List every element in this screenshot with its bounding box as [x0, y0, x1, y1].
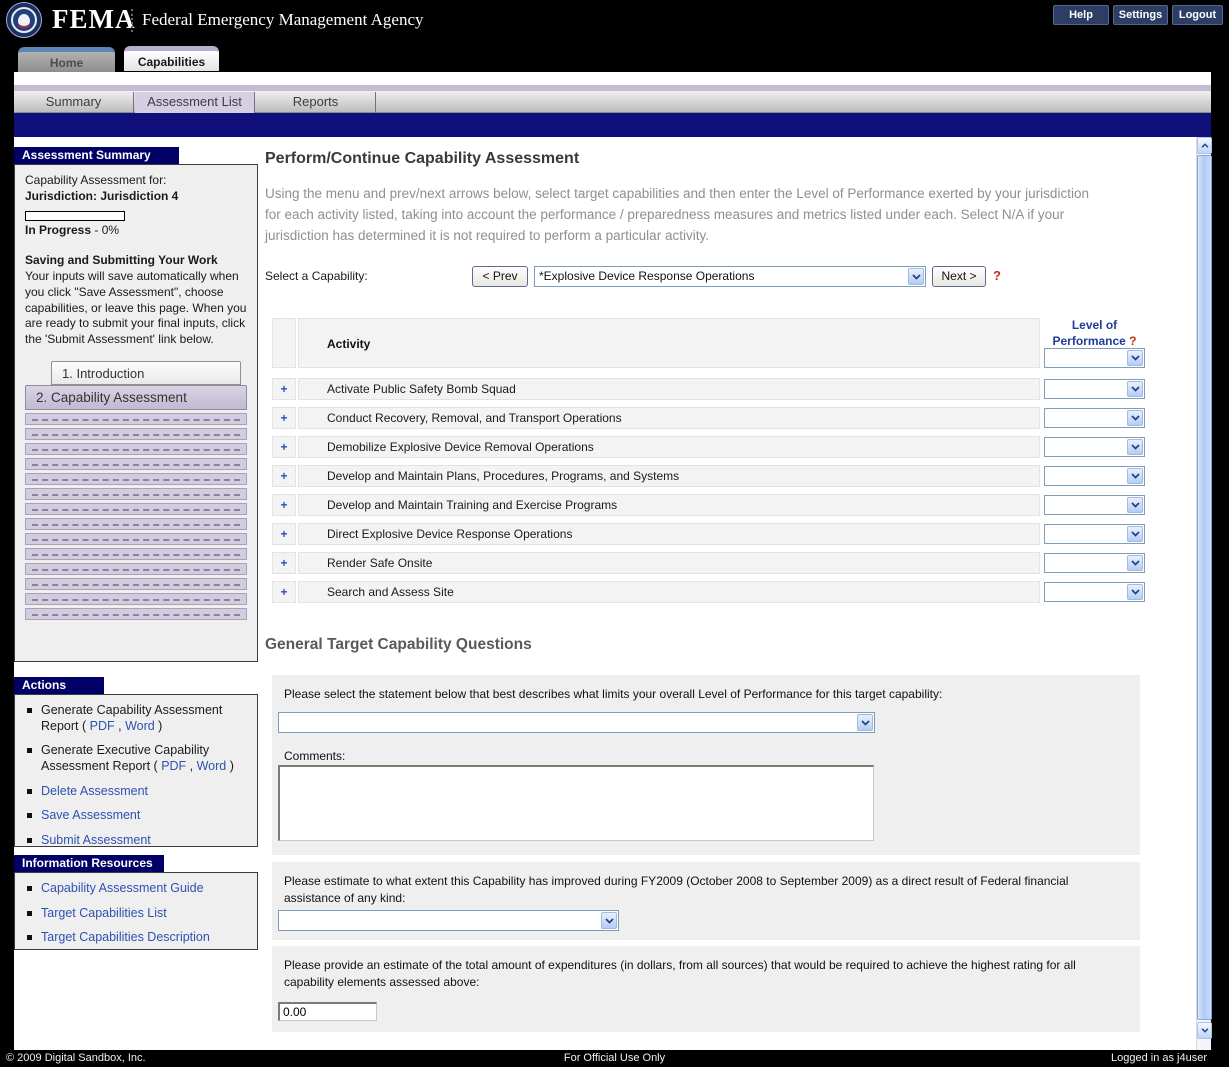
step-capability-assessment[interactable]: 2. Capability Assessment: [25, 385, 247, 410]
step-introduction[interactable]: 1. Introduction: [51, 361, 241, 385]
level-of-performance-select[interactable]: [1044, 466, 1145, 486]
page-title: Perform/Continue Capability Assessment: [265, 150, 580, 167]
resource-item: [25, 881, 247, 897]
clipped-step-item[interactable]: [25, 473, 247, 485]
copyright-text: © 2009 Digital Sandbox, Inc.: [6, 1052, 146, 1064]
information-resources-header: Information Resources: [14, 855, 164, 872]
expand-plus-icon[interactable]: +: [272, 523, 296, 545]
tab-capabilities[interactable]: Capabilities: [124, 46, 219, 71]
limiting-statement-select[interactable]: [278, 712, 875, 733]
app-header: [0, 0, 1229, 72]
subnav-item-reports[interactable]: Reports: [256, 92, 376, 113]
expand-column-header: [272, 318, 296, 368]
chevron-down-icon: [1127, 497, 1143, 513]
page-body: [14, 72, 1211, 1050]
clipped-step-item[interactable]: [25, 428, 247, 440]
level-of-performance-select[interactable]: [1044, 408, 1145, 428]
delete-assessment-link[interactable]: Delete Assessment: [41, 783, 148, 798]
chevron-down-icon: [1127, 468, 1143, 484]
clipped-step-item[interactable]: [25, 518, 247, 530]
level-of-performance-select[interactable]: [1044, 437, 1145, 457]
saving-text: Your inputs will save automatically when you click "Save Assessment", choose capabilities, or leave this page. When you are ready to submit your final inputs, click the 'Submit Assessment' link below.: [25, 269, 247, 346]
scrollbar-thumb[interactable]: [1197, 155, 1212, 1020]
table-row: [272, 465, 1145, 494]
table-row: [272, 407, 1145, 436]
comments-label: Comments:: [284, 749, 346, 763]
lop-header-select[interactable]: [1044, 348, 1145, 368]
question-1-text: Please select the statement below that best describes what limits your overall Level of Performance for this target capability:: [284, 687, 943, 701]
scroll-down-icon[interactable]: [1197, 1022, 1212, 1039]
resource-item: [25, 930, 247, 946]
brand-fema: FEMA: [52, 4, 136, 34]
level-of-performance-select[interactable]: [1044, 495, 1145, 515]
chevron-down-icon: [908, 268, 924, 285]
saving-title: Saving and Submitting Your Work: [25, 252, 218, 267]
activity-label: Develop and Maintain Plans, Procedures, Programs, and Systems: [298, 465, 1040, 487]
progress-bar: [25, 211, 125, 221]
chevron-down-icon: [1127, 381, 1143, 397]
resource-item: [25, 906, 247, 922]
expand-plus-icon[interactable]: +: [272, 494, 296, 516]
table-row: [272, 436, 1145, 465]
progress-status: In Progress - 0%: [25, 223, 120, 238]
dhs-seal-logo: [6, 2, 42, 38]
logged-in-user: Logged in as j4user: [1110, 1052, 1207, 1064]
chevron-down-icon: [1127, 350, 1143, 366]
level-of-performance-select[interactable]: [1044, 582, 1145, 602]
select-capability-label: Select a Capability:: [265, 269, 368, 283]
capability-select[interactable]: *Explosive Device Response Operations: [534, 266, 926, 287]
expand-plus-icon[interactable]: +: [272, 552, 296, 574]
expand-plus-icon[interactable]: +: [272, 407, 296, 429]
clipped-step-item[interactable]: [25, 608, 247, 620]
clipped-step-item[interactable]: [25, 593, 247, 605]
level-of-performance-select[interactable]: [1044, 553, 1145, 573]
activity-label: Direct Explosive Device Response Operations: [298, 523, 1040, 545]
expand-plus-icon[interactable]: +: [272, 436, 296, 458]
capability-help-icon[interactable]: ?: [993, 268, 1001, 283]
chevron-down-icon: [1127, 439, 1143, 455]
sub-navigation: [14, 85, 1211, 113]
question-panel-1: [272, 675, 1140, 855]
activity-table: [272, 378, 1145, 610]
chevron-down-icon: [1127, 410, 1143, 426]
clipped-step-item[interactable]: [25, 503, 247, 515]
assessment-for-label: Capability Assessment for:: [25, 173, 167, 187]
actions-box: [14, 694, 258, 847]
clipped-step-item[interactable]: [25, 563, 247, 575]
subnav-item-summary[interactable]: Summary: [14, 92, 134, 113]
clipped-step-item[interactable]: [25, 443, 247, 455]
clipped-step-item[interactable]: [25, 488, 247, 500]
table-row: [272, 552, 1145, 581]
expenditure-input[interactable]: [278, 1002, 377, 1021]
action-generate-executive-report: Generate Executive Capability Assessment Report ( PDF , Word ): [25, 743, 247, 774]
intro-text: Using the menu and prev/next arrows below, select target capabilities and then enter the Level of Performance exerted by your jurisdiction for each activity listed, taking into account the performance / preparedness measures and metrics listed under each. Select N/A if your jurisdiction has determined it is not required to perform a particular activity.: [265, 186, 1089, 243]
clipped-step-item[interactable]: [25, 578, 247, 590]
capability-assessment-guide-link[interactable]: Capability Assessment Guide: [41, 881, 204, 895]
action-generate-report: Generate Capability Assessment Report ( PDF , Word ): [25, 703, 247, 734]
level-of-performance-header: Level of Performance ?: [1052, 318, 1137, 348]
general-questions-title: General Target Capability Questions: [265, 636, 532, 653]
help-button[interactable]: Help: [1053, 5, 1109, 25]
action-submit-assessment: [25, 833, 247, 849]
table-row: [272, 378, 1145, 407]
logout-button[interactable]: Logout: [1172, 5, 1223, 25]
action-delete-assessment: [25, 784, 247, 800]
clipped-step-item[interactable]: [25, 533, 247, 545]
settings-button[interactable]: Settings: [1113, 5, 1168, 25]
table-row: [272, 494, 1145, 523]
word-link[interactable]: Word: [125, 718, 155, 733]
activity-label: Search and Assess Site: [298, 581, 1040, 603]
word-link[interactable]: Word: [196, 758, 227, 773]
chevron-down-icon: [857, 714, 873, 731]
table-row: [272, 523, 1145, 552]
activity-label: Develop and Maintain Training and Exercise Programs: [298, 494, 1040, 516]
information-resources-box: [14, 872, 258, 950]
tab-home[interactable]: Home: [18, 47, 115, 72]
question-2-text: Please estimate to what extent this Capability has improved during FY2009 (October 2008 to September 2009) as a direct result of Federal financial assistance of any kind:: [284, 874, 1069, 906]
footer: [0, 1050, 1229, 1067]
submit-assessment-link[interactable]: Submit Assessment: [41, 832, 151, 847]
target-capabilities-list-link[interactable]: Target Capabilities List: [41, 905, 167, 920]
activity-column-header: Activity: [298, 318, 1040, 368]
official-use-text: For Official Use Only: [563, 1052, 666, 1064]
save-assessment-link[interactable]: Save Assessment: [41, 808, 141, 823]
clipped-step-list: [25, 413, 247, 620]
chevron-down-icon: [1127, 526, 1143, 542]
level-of-performance-select[interactable]: [1044, 379, 1145, 399]
lop-help-icon[interactable]: ?: [1129, 333, 1137, 348]
expand-plus-icon[interactable]: +: [272, 378, 296, 400]
activity-label: Conduct Recovery, Removal, and Transport Operations: [298, 407, 1040, 429]
navy-banner: [14, 113, 1211, 137]
chevron-down-icon: [601, 912, 617, 929]
question-panel-2: [272, 862, 1140, 940]
improvement-extent-select[interactable]: [278, 910, 619, 931]
pdf-link[interactable]: PDF: [89, 718, 115, 733]
comments-textarea[interactable]: [278, 765, 874, 841]
header-divider: [131, 9, 133, 32]
prev-button[interactable]: < Prev: [472, 266, 528, 287]
activity-label: Activate Public Safety Bomb Squad: [298, 378, 1040, 400]
chevron-down-icon: [1127, 555, 1143, 571]
target-capabilities-description-link[interactable]: Target Capabilities Description: [41, 930, 210, 945]
agency-name: Federal Emergency Management Agency: [142, 10, 424, 29]
expand-plus-icon[interactable]: +: [272, 465, 296, 487]
actions-header: Actions: [14, 677, 104, 694]
table-row: [272, 581, 1145, 610]
vertical-scrollbar[interactable]: [1196, 137, 1211, 1050]
assessment-summary-box: [14, 164, 258, 662]
scroll-up-icon[interactable]: [1197, 137, 1212, 154]
action-save-assessment: [25, 808, 247, 824]
activity-label: Render Safe Onsite: [298, 552, 1040, 574]
clipped-step-item[interactable]: [25, 458, 247, 470]
next-button[interactable]: Next >: [932, 266, 986, 287]
chevron-down-icon: [1127, 584, 1143, 600]
activity-label: Demobilize Explosive Device Removal Operations: [298, 436, 1040, 458]
clipped-step-item[interactable]: [25, 413, 247, 425]
expand-plus-icon[interactable]: +: [272, 581, 296, 603]
jurisdiction-label: Jurisdiction: Jurisdiction 4: [25, 188, 179, 203]
subnav-item-assessment-list[interactable]: Assessment List: [135, 92, 255, 113]
assessment-summary-header: Assessment Summary: [14, 147, 179, 164]
clipped-step-item[interactable]: [25, 548, 247, 560]
pdf-link[interactable]: PDF: [161, 758, 187, 773]
question-3-text: Please provide an estimate of the total amount of expenditures (in dollars, from all sources) that would be required to achieve the highest rating for all capability elements assessed above:: [284, 958, 1076, 990]
question-panel-3: [272, 946, 1140, 1032]
subnav-accent-strip: [14, 85, 1211, 92]
level-of-performance-select[interactable]: [1044, 524, 1145, 544]
